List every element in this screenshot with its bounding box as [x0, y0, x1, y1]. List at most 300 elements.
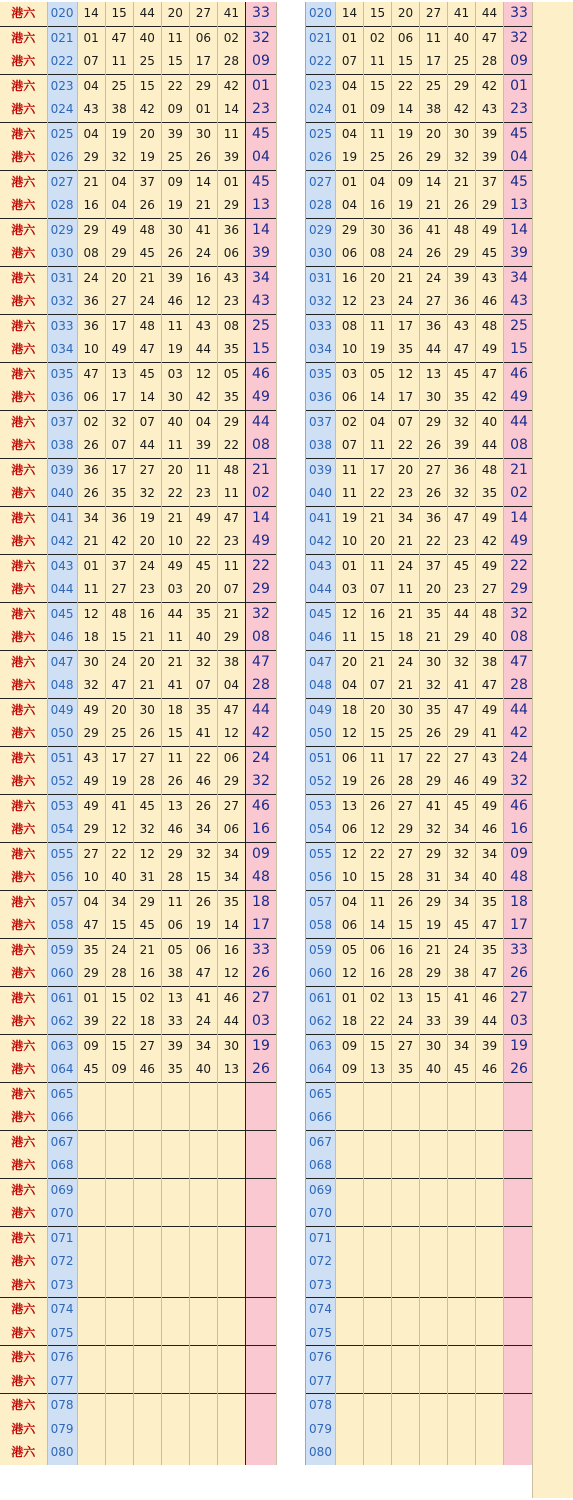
sorted-draw-number	[392, 1346, 420, 1370]
sorted-draw-number: 06	[336, 746, 364, 770]
special-number: 21	[245, 458, 276, 482]
sorted-draw-number: 24	[420, 266, 448, 290]
draw-number: 16	[189, 266, 217, 290]
special-number: 39	[504, 242, 535, 266]
sorted-draw-number: 20	[392, 2, 420, 26]
right-margin-panel	[532, 2, 573, 1498]
sorted-draw-number	[448, 1346, 476, 1370]
special-number: 34	[504, 266, 535, 290]
sorted-draw-number: 35	[420, 602, 448, 626]
special-number: 28	[504, 674, 535, 698]
table-row	[306, 962, 535, 986]
sorted-draw-number: 30	[420, 1034, 448, 1058]
draw-number: 11	[161, 434, 189, 458]
lottery-label: 港六	[0, 866, 47, 890]
draw-number: 44	[217, 1010, 245, 1034]
sorted-draw-number	[364, 1441, 392, 1465]
sorted-draw-number	[448, 1370, 476, 1394]
sorted-draw-number	[392, 1274, 420, 1298]
draw-number: 28	[217, 50, 245, 74]
table-row	[0, 674, 277, 698]
special-number: 44	[245, 410, 276, 434]
sorted-draw-number: 39	[448, 1010, 476, 1034]
special-number	[245, 1202, 276, 1226]
sorted-draw-number: 38	[476, 650, 504, 674]
special-number	[245, 1130, 276, 1154]
draw-number	[105, 1370, 133, 1394]
draw-number: 10	[161, 530, 189, 554]
draw-number: 01	[217, 170, 245, 194]
sorted-draw-number: 44	[420, 338, 448, 362]
special-number: 32	[245, 26, 276, 50]
draw-number	[161, 1370, 189, 1394]
sorted-draw-number	[336, 1250, 364, 1274]
draw-number: 39	[77, 1010, 105, 1034]
lottery-label: 港六	[0, 650, 47, 674]
table-row	[0, 1322, 277, 1346]
draw-number: 37	[133, 170, 161, 194]
draw-number: 13	[161, 794, 189, 818]
draw-number: 32	[77, 674, 105, 698]
draw-number	[161, 1130, 189, 1154]
issue-number: 035	[306, 362, 336, 386]
issue-number: 055	[306, 842, 336, 866]
sorted-draw-number: 29	[420, 842, 448, 866]
sorted-draw-number: 45	[448, 794, 476, 818]
draw-number	[133, 1346, 161, 1370]
table-row	[0, 1082, 277, 1106]
draw-number: 24	[133, 290, 161, 314]
issue-number: 031	[47, 266, 77, 290]
lottery-label: 港六	[0, 218, 47, 242]
draw-number: 32	[133, 482, 161, 506]
sorted-draw-number	[476, 1370, 504, 1394]
issue-number: 026	[47, 146, 77, 170]
draw-number	[133, 1298, 161, 1322]
issue-number: 032	[306, 290, 336, 314]
sorted-draw-number: 27	[476, 578, 504, 602]
sorted-draw-number: 47	[476, 962, 504, 986]
sorted-draw-number: 27	[392, 842, 420, 866]
lottery-label: 港六	[0, 26, 47, 50]
issue-number: 020	[306, 2, 336, 26]
draw-number: 21	[77, 170, 105, 194]
draw-number: 29	[133, 890, 161, 914]
issue-number: 032	[47, 290, 77, 314]
table-row	[306, 362, 535, 386]
table-row	[0, 650, 277, 674]
table-row	[0, 962, 277, 986]
table-row	[0, 1202, 277, 1226]
draw-number: 40	[189, 626, 217, 650]
issue-number: 071	[306, 1226, 336, 1250]
draw-number: 22	[189, 746, 217, 770]
sorted-draw-number	[336, 1226, 364, 1250]
issue-number: 047	[306, 650, 336, 674]
sorted-draw-number: 02	[364, 986, 392, 1010]
draw-number	[189, 1178, 217, 1202]
draw-number	[77, 1298, 105, 1322]
table-row	[306, 1154, 535, 1178]
sorted-draw-number: 34	[392, 506, 420, 530]
lottery-label: 港六	[0, 1346, 47, 1370]
sorted-draw-number: 20	[420, 122, 448, 146]
draw-number	[77, 1154, 105, 1178]
lottery-label: 港六	[0, 1058, 47, 1082]
sorted-draw-number: 11	[364, 314, 392, 338]
lottery-label: 港六	[0, 1322, 47, 1346]
special-number: 33	[245, 2, 276, 26]
draw-number: 29	[189, 74, 217, 98]
table-row	[306, 146, 535, 170]
draw-number: 04	[77, 74, 105, 98]
draw-number	[189, 1250, 217, 1274]
sorted-draw-number	[448, 1394, 476, 1418]
sorted-draw-number: 46	[448, 770, 476, 794]
draw-number: 44	[189, 338, 217, 362]
lottery-label: 港六	[0, 1082, 47, 1106]
sorted-draw-number: 30	[420, 386, 448, 410]
sorted-draw-number	[476, 1106, 504, 1130]
draw-number: 43	[77, 98, 105, 122]
table-row	[0, 986, 277, 1010]
sorted-draw-number: 49	[476, 218, 504, 242]
special-number	[504, 1441, 535, 1465]
draw-number: 14	[77, 2, 105, 26]
sorted-draw-number: 29	[336, 218, 364, 242]
issue-number: 068	[47, 1154, 77, 1178]
sorted-draw-number: 21	[392, 530, 420, 554]
sorted-draw-number: 47	[448, 698, 476, 722]
issue-number: 056	[306, 866, 336, 890]
draw-number	[189, 1418, 217, 1442]
sorted-draw-number: 27	[420, 2, 448, 26]
table-row	[0, 386, 277, 410]
draw-number: 12	[217, 962, 245, 986]
sorted-draw-number: 06	[336, 242, 364, 266]
draw-number: 15	[105, 1034, 133, 1058]
issue-number: 023	[47, 74, 77, 98]
issue-number: 063	[47, 1034, 77, 1058]
draw-number: 39	[161, 122, 189, 146]
draw-number	[105, 1178, 133, 1202]
sorted-draw-number	[420, 1441, 448, 1465]
draw-number	[217, 1082, 245, 1106]
table-row	[306, 74, 535, 98]
draw-number	[105, 1298, 133, 1322]
draw-number: 32	[189, 650, 217, 674]
sorted-draw-number: 25	[364, 146, 392, 170]
sorted-draw-number: 27	[420, 458, 448, 482]
draw-number	[133, 1274, 161, 1298]
draw-number: 12	[133, 842, 161, 866]
draw-number: 11	[161, 626, 189, 650]
draw-number: 19	[105, 770, 133, 794]
lottery-label: 港六	[0, 386, 47, 410]
issue-number: 054	[306, 818, 336, 842]
table-row	[306, 98, 535, 122]
sorted-draw-number	[364, 1082, 392, 1106]
special-number: 46	[245, 362, 276, 386]
draw-number	[217, 1130, 245, 1154]
table-row	[0, 218, 277, 242]
table-row	[306, 122, 535, 146]
draw-table-original-order	[0, 2, 277, 1465]
sorted-draw-number: 03	[336, 362, 364, 386]
sorted-draw-number	[476, 1178, 504, 1202]
draw-number: 47	[105, 674, 133, 698]
sorted-draw-number: 17	[392, 386, 420, 410]
sorted-draw-number	[476, 1346, 504, 1370]
sorted-draw-number	[476, 1154, 504, 1178]
sorted-draw-number: 06	[392, 26, 420, 50]
sorted-draw-number: 17	[392, 746, 420, 770]
draw-number: 28	[105, 962, 133, 986]
draw-number: 21	[133, 626, 161, 650]
draw-number	[161, 1082, 189, 1106]
table-row	[306, 50, 535, 74]
sorted-draw-number: 15	[392, 914, 420, 938]
sorted-draw-number	[336, 1346, 364, 1370]
sorted-draw-number: 46	[476, 1058, 504, 1082]
sorted-draw-number: 26	[392, 890, 420, 914]
sorted-draw-number: 45	[448, 554, 476, 578]
special-number: 04	[245, 146, 276, 170]
draw-number	[161, 1346, 189, 1370]
sorted-draw-number	[448, 1154, 476, 1178]
draw-number: 26	[133, 722, 161, 746]
draw-number: 17	[105, 314, 133, 338]
special-number	[245, 1441, 276, 1465]
table-row	[0, 458, 277, 482]
draw-number: 32	[105, 146, 133, 170]
draw-number	[161, 1178, 189, 1202]
draw-number: 20	[133, 530, 161, 554]
issue-number: 059	[306, 938, 336, 962]
draw-number: 06	[217, 746, 245, 770]
sorted-draw-number: 35	[448, 386, 476, 410]
lottery-label: 港六	[0, 602, 47, 626]
sorted-draw-number: 44	[448, 602, 476, 626]
sorted-draw-number: 04	[336, 194, 364, 218]
special-number: 25	[245, 314, 276, 338]
draw-number	[189, 1441, 217, 1465]
sorted-draw-number: 19	[336, 770, 364, 794]
table-row	[0, 314, 277, 338]
draw-number	[189, 1394, 217, 1418]
special-number: 33	[245, 938, 276, 962]
draw-number: 36	[105, 506, 133, 530]
draw-number: 21	[133, 266, 161, 290]
table-row	[0, 626, 277, 650]
draw-number: 20	[105, 698, 133, 722]
issue-number: 040	[306, 482, 336, 506]
special-number: 29	[245, 578, 276, 602]
draw-number: 19	[133, 506, 161, 530]
sorted-draw-number: 25	[392, 722, 420, 746]
draw-number: 35	[217, 890, 245, 914]
sorted-draw-number: 09	[336, 1058, 364, 1082]
sorted-draw-number	[364, 1394, 392, 1418]
sorted-draw-number: 11	[364, 890, 392, 914]
draw-number	[161, 1274, 189, 1298]
draw-number: 35	[217, 386, 245, 410]
sorted-draw-number: 44	[476, 2, 504, 26]
table-row	[306, 386, 535, 410]
draw-number	[77, 1370, 105, 1394]
table-row	[0, 146, 277, 170]
draw-number: 23	[189, 482, 217, 506]
sorted-draw-number: 11	[364, 122, 392, 146]
sorted-draw-number: 11	[364, 50, 392, 74]
sorted-draw-number: 29	[448, 74, 476, 98]
special-number: 42	[504, 722, 535, 746]
sorted-draw-number: 16	[336, 266, 364, 290]
sorted-draw-number: 12	[336, 722, 364, 746]
special-number: 23	[245, 98, 276, 122]
draw-number: 21	[161, 506, 189, 530]
sorted-draw-number: 12	[364, 818, 392, 842]
sorted-draw-number: 29	[448, 242, 476, 266]
special-number: 32	[504, 602, 535, 626]
draw-number: 11	[77, 578, 105, 602]
special-number: 42	[245, 722, 276, 746]
draw-number: 36	[77, 458, 105, 482]
draw-number: 45	[133, 242, 161, 266]
sorted-draw-number: 26	[420, 722, 448, 746]
draw-number: 24	[189, 242, 217, 266]
sorted-draw-number: 41	[420, 218, 448, 242]
special-number: 44	[245, 698, 276, 722]
sorted-draw-number: 19	[420, 914, 448, 938]
draw-number: 29	[217, 410, 245, 434]
sorted-draw-number: 16	[364, 602, 392, 626]
sorted-draw-number: 02	[364, 26, 392, 50]
table-row	[306, 410, 535, 434]
draw-number: 20	[105, 266, 133, 290]
sorted-draw-number: 15	[364, 1034, 392, 1058]
table-row	[306, 1346, 535, 1370]
table-row	[306, 314, 535, 338]
issue-number: 022	[47, 50, 77, 74]
draw-number	[161, 1250, 189, 1274]
draw-number: 26	[189, 890, 217, 914]
draw-number: 45	[133, 794, 161, 818]
table-row	[306, 578, 535, 602]
sorted-draw-number	[336, 1322, 364, 1346]
table-row	[0, 1346, 277, 1370]
draw-number: 47	[133, 338, 161, 362]
issue-number: 049	[47, 698, 77, 722]
sorted-draw-number	[448, 1441, 476, 1465]
sorted-draw-number	[392, 1178, 420, 1202]
lottery-label: 港六	[0, 818, 47, 842]
issue-number: 041	[47, 506, 77, 530]
draw-number	[105, 1418, 133, 1442]
lottery-label: 港六	[0, 770, 47, 794]
sorted-draw-number: 24	[392, 650, 420, 674]
draw-number: 07	[105, 434, 133, 458]
sorted-draw-number: 39	[448, 434, 476, 458]
sorted-draw-number: 47	[448, 506, 476, 530]
special-number: 08	[245, 434, 276, 458]
table-row	[0, 2, 277, 26]
sorted-draw-number	[448, 1298, 476, 1322]
draw-number: 36	[217, 218, 245, 242]
special-number: 22	[504, 554, 535, 578]
issue-number: 057	[47, 890, 77, 914]
table-row	[0, 770, 277, 794]
sorted-draw-number: 07	[364, 674, 392, 698]
draw-number: 25	[161, 146, 189, 170]
table-row	[306, 1394, 535, 1418]
draw-table-body	[0, 2, 277, 1465]
draw-number	[189, 1202, 217, 1226]
table-row	[0, 1226, 277, 1250]
draw-number	[161, 1106, 189, 1130]
draw-number: 29	[217, 194, 245, 218]
sorted-draw-number: 14	[336, 2, 364, 26]
issue-number: 072	[47, 1250, 77, 1274]
draw-number	[217, 1250, 245, 1274]
sorted-draw-number: 03	[336, 578, 364, 602]
draw-number	[217, 1106, 245, 1130]
sorted-draw-number	[364, 1106, 392, 1130]
draw-number: 34	[77, 506, 105, 530]
special-number	[504, 1298, 535, 1322]
issue-number: 060	[306, 962, 336, 986]
table-row	[306, 914, 535, 938]
draw-number	[105, 1346, 133, 1370]
sorted-draw-number	[392, 1202, 420, 1226]
draw-number	[105, 1106, 133, 1130]
special-number: 43	[504, 290, 535, 314]
issue-number: 078	[306, 1394, 336, 1418]
issue-number: 053	[306, 794, 336, 818]
issue-number: 076	[47, 1346, 77, 1370]
sorted-draw-number: 26	[392, 146, 420, 170]
issue-number: 034	[47, 338, 77, 362]
table-row	[306, 674, 535, 698]
draw-number: 48	[133, 314, 161, 338]
table-row	[306, 1250, 535, 1274]
sorted-draw-number: 34	[448, 890, 476, 914]
draw-number: 12	[217, 722, 245, 746]
sorted-draw-number: 19	[336, 506, 364, 530]
issue-number: 027	[47, 170, 77, 194]
draw-number: 02	[217, 26, 245, 50]
sorted-draw-number: 13	[392, 986, 420, 1010]
sorted-draw-number: 13	[420, 362, 448, 386]
sorted-draw-number: 19	[336, 146, 364, 170]
lottery-label: 港六	[0, 1034, 47, 1058]
sorted-draw-number: 35	[476, 890, 504, 914]
sorted-draw-number	[336, 1298, 364, 1322]
sorted-draw-number: 49	[476, 554, 504, 578]
table-row	[0, 50, 277, 74]
sorted-draw-number: 29	[476, 194, 504, 218]
sorted-draw-number: 32	[448, 842, 476, 866]
lottery-label: 港六	[0, 362, 47, 386]
special-number: 18	[245, 890, 276, 914]
special-number: 09	[245, 842, 276, 866]
sorted-draw-number	[336, 1082, 364, 1106]
draw-number: 20	[189, 578, 217, 602]
sorted-draw-number: 49	[476, 794, 504, 818]
special-number	[245, 1154, 276, 1178]
draw-number: 41	[217, 2, 245, 26]
sorted-draw-number: 14	[420, 170, 448, 194]
